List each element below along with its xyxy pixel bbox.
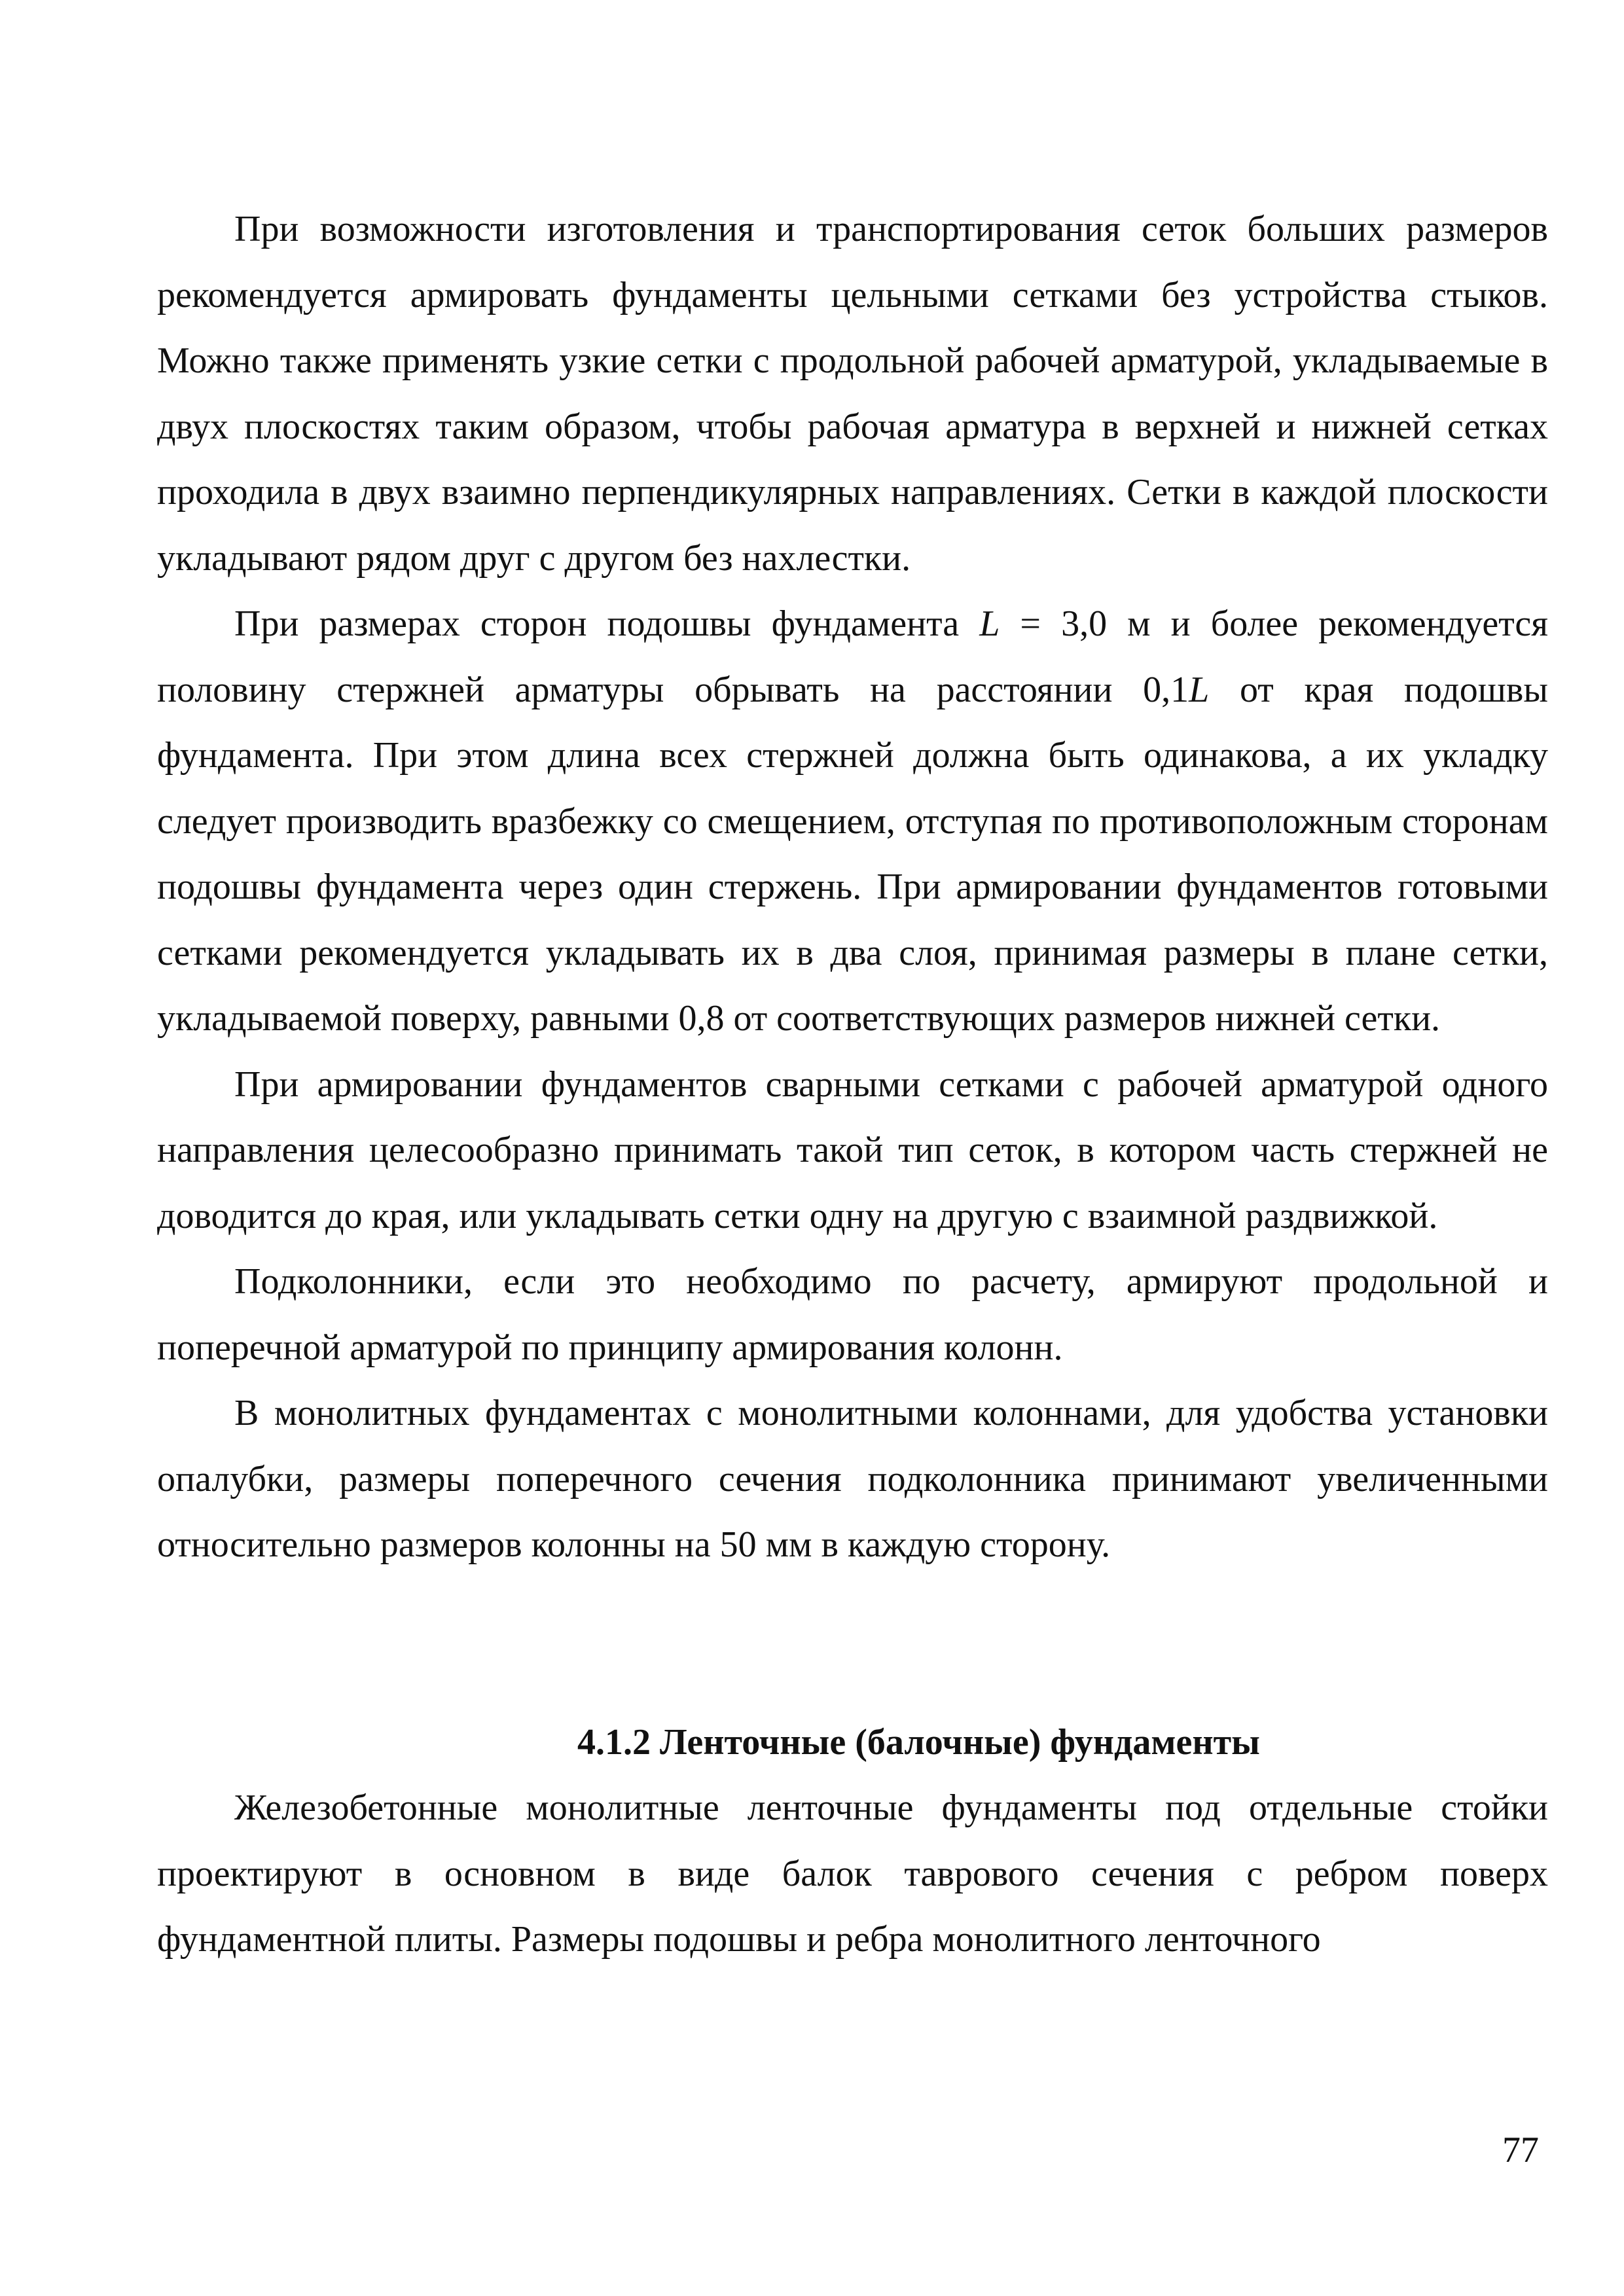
paragraph-footing-size <box>157 591 1548 1052</box>
section-heading: 4.1.2 Ленточные (балочные) фундаменты <box>577 1721 1260 1763</box>
variable-L: L <box>1189 669 1210 710</box>
paragraph-strip-footings: Железобетонные монолитные ленточные фундаменты под отдельные стойки проектируют в основном в виде балок таврового сечения с ребром поверх фундаментной плиты. Размеры подошвы и ребра монолитного ленточного <box>157 1787 1548 1960</box>
paragraph-monolithic: В монолитных фундаментах с монолитными колоннами, для удобства установки опалубки, размеры поперечного сечения подколонника принимают увеличенными относительно размеров колонны на 50 мм в каждую сторону. <box>157 1393 1548 1565</box>
paragraph-text-part: от края подошвы фундамента. При этом длина всех стержней должна быть одинакова, а их укладку следует производить вразбежку со смещением, отступая по противоположным сторонам подошвы фундамента через один стержень. При армировании фундаментов готовыми сетками рекомендуется укладывать их в два слоя, принимая размеры в плане сетки, укладываемой поверху, равными 0,8 от соответствующих размеров нижней сетки. <box>157 669 1548 1039</box>
paragraph-text-part: = 3,0 м и более рекомендуется половину стержней арматуры обрывать на расстоянии 0,1 <box>157 603 1548 710</box>
section-spacer <box>157 1578 1548 1710</box>
document-page <box>157 196 1548 1973</box>
paragraph-column-base: Подколонники, если это необходимо по расчету, армируют продольной и поперечной арматурой по принципу армирования колонн. <box>157 1261 1548 1368</box>
paragraph-text-part: При размерах сторон подошвы фундамента <box>234 603 980 644</box>
page-number: 77 <box>1502 2130 1539 2170</box>
variable-L: L <box>979 603 1000 644</box>
paragraph-mesh-reinforcement: При возможности изготовления и транспортирования сеток больших размеров рекомендуется армировать фундаменты цельными сетками без устройства стыков. Можно также применять узкие сетки с продольной рабочей арматурой, укладываемые в двух плоскостях таким образом, чтобы рабочая арматура в верхней и нижней сетках проходила в двух взаимно перпендикулярных направлениях. Сетки в каждой плоскости укладывают рядом друг с другом без нахлестки. <box>157 209 1548 579</box>
paragraph-welded-mesh: При армировании фундаментов сварными сетками с рабочей арматурой одного направления целесообразно принимать такой тип сеток, в котором часть стержней не доводится до края, или укладывать сетки одну на другую с взаимной раздвижкой. <box>157 1064 1548 1236</box>
